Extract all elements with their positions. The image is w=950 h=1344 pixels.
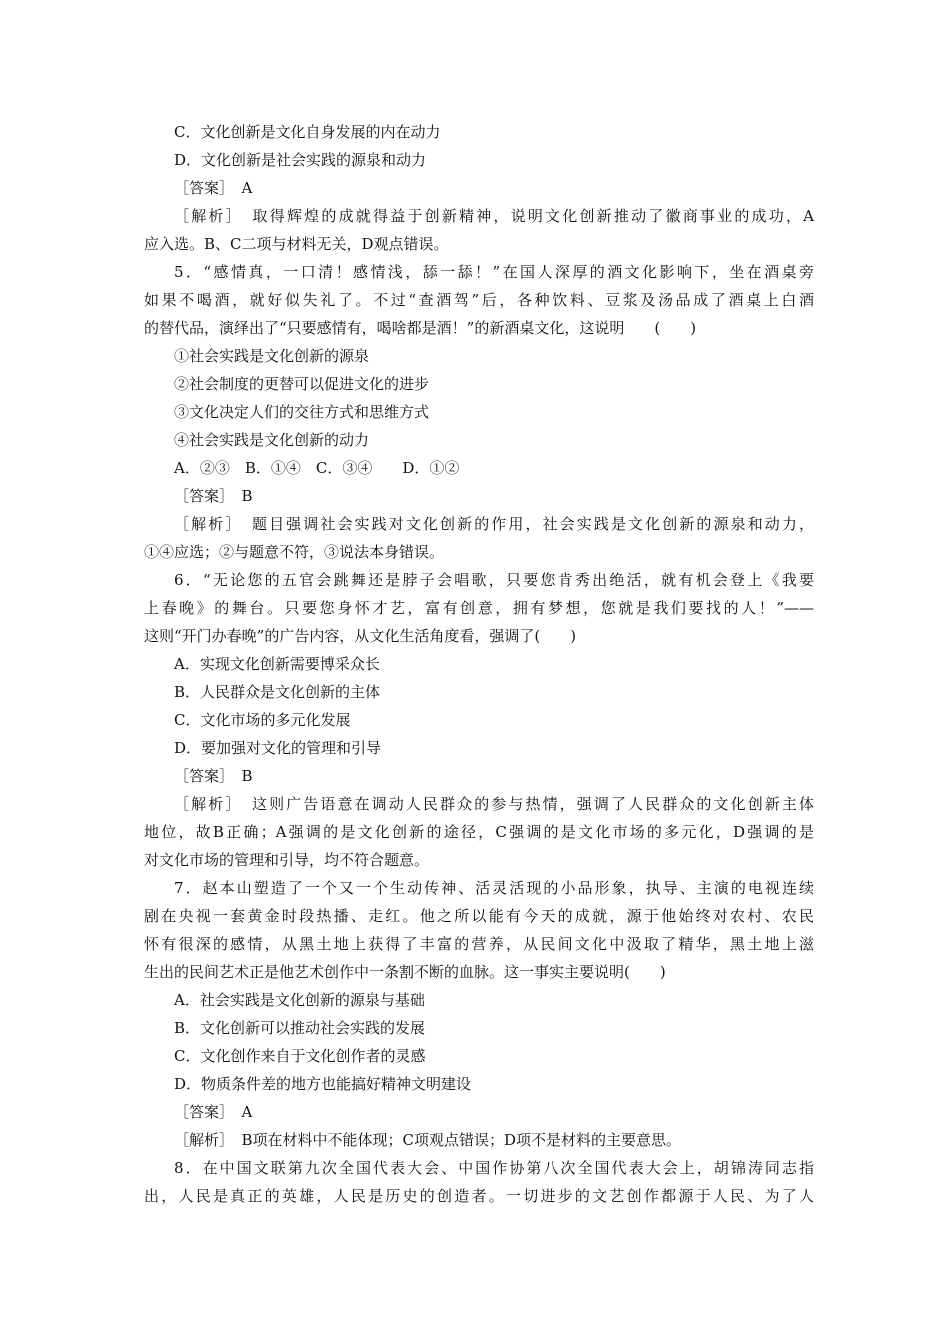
analysis-line: 应入选。B、C二项与材料无关，D观点错误。 bbox=[144, 235, 449, 253]
analysis-line: ［解析］ 题目强调社会实践对文化创新的作用，社会实践是文化创新的源泉和动力， bbox=[174, 515, 814, 533]
answer: ［答案］ B bbox=[174, 767, 253, 785]
option-d: D．文化创新是社会实践的源泉和动力 bbox=[174, 151, 427, 169]
option-c: C．文化创新是文化自身发展的内在动力 bbox=[174, 123, 441, 141]
options-row: A．②③ B．①④ C．③④ D．①② bbox=[174, 459, 460, 477]
option-c: C．文化市场的多元化发展 bbox=[174, 711, 351, 729]
option-a: A．实现文化创新需要博采众长 bbox=[174, 655, 380, 673]
analysis-line: 地位，故B正确；A强调的是文化创新的途径，C强调的是文化市场的多元化，D强调的是 bbox=[144, 823, 814, 841]
analysis-line: ［解析］ 这则广告语意在调动人民群众的参与热情，强调了人民群众的文化创新主体 bbox=[174, 795, 814, 813]
question-7-line: 怀有很深的感情，从黑土地上获得了丰富的营养，从民间文化中汲取了精华，黑土地上滋 bbox=[144, 935, 814, 953]
question-7: 7．赵本山塑造了一个又一个生动传神、活灵活现的小品形象，执导、主演的电视连续 bbox=[174, 879, 814, 897]
option-c: C．文化创作来自于文化创作者的灵感 bbox=[174, 1047, 426, 1065]
option-d: D．要加强对文化的管理和引导 bbox=[174, 739, 382, 757]
answer: ［答案］ B bbox=[174, 487, 253, 505]
option-b: B．文化创新可以推动社会实践的发展 bbox=[174, 1019, 426, 1037]
question-8: 8．在中国文联第九次全国代表大会、中国作协第八次全国代表大会上，胡锦涛同志指 bbox=[174, 1159, 814, 1177]
question-7-line: 剧在央视一套黄金时段热播、走红。他之所以能有今天的成就，源于他始终对农村、农民 bbox=[144, 907, 814, 925]
statement-3: ③文化决定人们的交往方式和思维方式 bbox=[174, 403, 430, 421]
question-5-line: 的替代品，演绎出了“只要感情有，喝啥都是酒！”的新酒桌文化，这说明 ( ) bbox=[144, 319, 697, 337]
question-6-line: 上春晚》的舞台。只要您身怀才艺，富有创意，拥有梦想，您就是我们要找的人！”—— bbox=[144, 599, 814, 617]
option-b: B．人民群众是文化创新的主体 bbox=[174, 683, 381, 701]
question-6: 6．“无论您的五官会跳舞还是脖子会唱歌，只要您肯秀出绝活，就有机会登上《我要 bbox=[174, 571, 814, 589]
analysis-line: 对文化市场的管理和引导，均不符合题意。 bbox=[144, 851, 430, 869]
answer: ［答案］ A bbox=[174, 179, 253, 197]
question-6-line: 这则“开门办春晚”的广告内容，从文化生活角度看，强调了( ) bbox=[144, 627, 577, 645]
answer: ［答案］ A bbox=[174, 1103, 253, 1121]
statement-4: ④社会实践是文化创新的动力 bbox=[174, 431, 370, 449]
analysis-line: ［解析］ 取得辉煌的成就得益于创新精神，说明文化创新推动了徽商事业的成功，A bbox=[174, 207, 814, 225]
question-5: 5．“感情真，一口清！感情浅，舔一舔！”在国人深厚的酒文化影响下，坐在酒桌旁 bbox=[174, 263, 814, 281]
option-d: D．物质条件差的地方也能搞好精神文明建设 bbox=[174, 1075, 472, 1093]
statement-1: ①社会实践是文化创新的源泉 bbox=[174, 347, 370, 365]
question-5-line: 如果不喝酒，就好似失礼了。不过“查酒驾”后，各种饮料、豆浆及汤品成了酒桌上白酒 bbox=[144, 291, 814, 309]
statement-2: ②社会制度的更替可以促进文化的进步 bbox=[174, 375, 430, 393]
analysis-line: ①④应选；②与题意不符，③说法本身错误。 bbox=[144, 543, 445, 561]
analysis-line: ［解析］ B项在材料中不能体现；C项观点错误；D项不是材料的主要意思。 bbox=[174, 1131, 682, 1149]
question-8-line: 出，人民是真正的英雄，人民是历史的创造者。一切进步的文艺创作都源于人民、为了人 bbox=[144, 1187, 814, 1205]
question-7-line: 生出的民间艺术正是他艺术创作中一条割不断的血脉。这一事实主要说明( ) bbox=[144, 963, 666, 981]
option-a: A．社会实践是文化创新的源泉与基础 bbox=[174, 991, 425, 1009]
